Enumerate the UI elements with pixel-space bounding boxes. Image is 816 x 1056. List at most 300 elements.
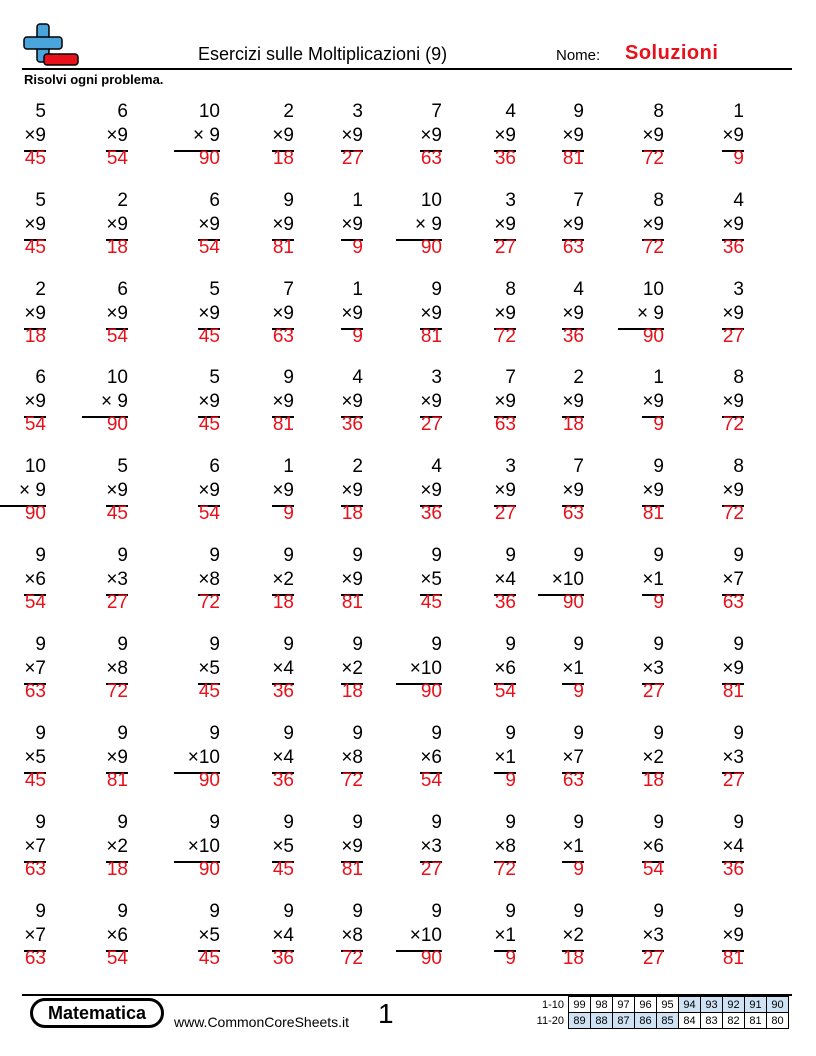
problem-answer: 63 xyxy=(562,237,584,258)
problem-answer: 54 xyxy=(106,948,128,969)
problem xyxy=(68,278,128,362)
problem-multiplicand: 9 xyxy=(505,634,516,655)
problem xyxy=(0,900,46,984)
problem-multiplicand: 3 xyxy=(352,101,363,122)
problem-multiplier: ×6 xyxy=(24,569,46,590)
problem xyxy=(160,722,220,806)
problem-multiplier: ×4 xyxy=(272,658,294,679)
problem-multiplier: × 9 xyxy=(193,125,220,146)
problem-multiplier: ×9 xyxy=(106,125,128,146)
problem xyxy=(234,100,294,184)
problem-multiplier: ×9 xyxy=(341,303,363,324)
problem-multiplier: ×9 xyxy=(24,391,46,412)
problem-multiplicand: 10 xyxy=(420,190,442,211)
problem-multiplicand: 9 xyxy=(35,812,46,833)
problem xyxy=(303,900,363,984)
problem-multiplier: ×9 xyxy=(562,303,584,324)
problem xyxy=(524,455,584,539)
problem-answer: 72 xyxy=(642,237,664,258)
problem-answer: 72 xyxy=(106,681,128,702)
problem-answer: 72 xyxy=(494,326,516,347)
problem-multiplier: ×2 xyxy=(562,925,584,946)
problem-answer: 90 xyxy=(420,948,442,969)
problem-multiplicand: 9 xyxy=(733,723,744,744)
problem-multiplicand: 9 xyxy=(733,812,744,833)
problem-multiplier: ×8 xyxy=(106,658,128,679)
problem-answer: 90 xyxy=(562,592,584,613)
problem-multiplicand: 9 xyxy=(209,812,220,833)
problem-multiplicand: 5 xyxy=(209,279,220,300)
problem-answer: 90 xyxy=(24,503,46,524)
problem-answer: 90 xyxy=(198,148,220,169)
problem-answer: 9 xyxy=(653,414,664,435)
problem-multiplier: ×9 xyxy=(198,303,220,324)
problem-answer: 54 xyxy=(24,414,46,435)
problem-answer: 72 xyxy=(722,503,744,524)
problem-multiplicand: 6 xyxy=(117,101,128,122)
problem xyxy=(234,278,294,362)
problem-multiplier: ×9 xyxy=(24,125,46,146)
problem xyxy=(68,366,128,450)
problem-multiplier: ×9 xyxy=(420,125,442,146)
problem-answer: 9 xyxy=(283,503,294,524)
problem xyxy=(382,544,442,628)
problem xyxy=(456,544,516,628)
problem xyxy=(524,900,584,984)
problem xyxy=(604,633,664,717)
problem-multiplicand: 2 xyxy=(573,367,584,388)
problem-answer: 90 xyxy=(642,326,664,347)
problem xyxy=(68,900,128,984)
problem-multiplicand: 9 xyxy=(573,634,584,655)
score-row-label: 11-20 xyxy=(536,1014,564,1027)
problem-multiplier: ×7 xyxy=(562,747,584,768)
problem-multiplier: ×9 xyxy=(272,125,294,146)
problem-multiplicand: 10 xyxy=(24,456,46,477)
problem-answer: 81 xyxy=(341,592,363,613)
problem-multiplier: ×9 xyxy=(722,125,744,146)
problem xyxy=(0,278,46,362)
problem-multiplicand: 9 xyxy=(653,723,664,744)
problem-multiplier: ×9 xyxy=(272,391,294,412)
problem-multiplier: ×4 xyxy=(494,569,516,590)
problem-multiplicand: 8 xyxy=(653,101,664,122)
problem-multiplicand: 9 xyxy=(573,812,584,833)
problem-multiplier: ×8 xyxy=(341,925,363,946)
problem xyxy=(456,366,516,450)
problem-answer: 81 xyxy=(106,770,128,791)
problem-multiplier: ×5 xyxy=(198,658,220,679)
score-cell: 98 xyxy=(591,997,613,1013)
problem-multiplicand: 9 xyxy=(209,545,220,566)
problem-multiplier: ×10 xyxy=(551,569,584,590)
problem-multiplicand: 9 xyxy=(505,812,516,833)
problem xyxy=(68,455,128,539)
problem-answer: 45 xyxy=(24,237,46,258)
problem-multiplicand: 8 xyxy=(733,456,744,477)
problem-multiplicand: 5 xyxy=(209,367,220,388)
problem-multiplicand: 3 xyxy=(505,456,516,477)
problem-multiplicand: 9 xyxy=(35,723,46,744)
problem-multiplier: ×9 xyxy=(341,569,363,590)
problem-multiplier: ×3 xyxy=(722,747,744,768)
problem-multiplier: ×7 xyxy=(722,569,744,590)
problem-answer: 36 xyxy=(722,237,744,258)
problem xyxy=(303,455,363,539)
problem-multiplicand: 9 xyxy=(283,367,294,388)
problem-multiplicand: 9 xyxy=(35,545,46,566)
problem xyxy=(68,100,128,184)
problem-multiplicand: 7 xyxy=(505,367,516,388)
problem xyxy=(303,100,363,184)
problem-answer: 54 xyxy=(106,326,128,347)
problem-multiplier: ×9 xyxy=(562,214,584,235)
problem-multiplier: ×10 xyxy=(409,658,442,679)
problem-answer: 9 xyxy=(733,148,744,169)
problem xyxy=(684,189,744,273)
problem xyxy=(160,633,220,717)
problem-multiplicand: 9 xyxy=(117,901,128,922)
score-cell: 89 xyxy=(569,1013,591,1029)
score-cell: 91 xyxy=(745,997,767,1013)
problem-multiplicand: 9 xyxy=(505,901,516,922)
score-cell: 96 xyxy=(635,997,657,1013)
problem-multiplier: ×9 xyxy=(106,214,128,235)
problem-grid xyxy=(0,100,816,990)
problem xyxy=(0,544,46,628)
problem xyxy=(303,278,363,362)
problem-multiplicand: 9 xyxy=(431,901,442,922)
problem-multiplicand: 6 xyxy=(209,456,220,477)
problem-multiplicand: 2 xyxy=(283,101,294,122)
problem xyxy=(684,278,744,362)
problem-multiplier: ×9 xyxy=(420,303,442,324)
problem-answer: 81 xyxy=(722,681,744,702)
problem-multiplicand: 7 xyxy=(431,101,442,122)
problem-answer: 63 xyxy=(494,414,516,435)
problem xyxy=(456,455,516,539)
score-cell: 85 xyxy=(657,1013,679,1029)
problem xyxy=(456,900,516,984)
problem-multiplier: ×7 xyxy=(24,836,46,857)
problem-multiplier: ×7 xyxy=(24,658,46,679)
problem-multiplicand: 1 xyxy=(653,367,664,388)
problem xyxy=(382,278,442,362)
problem-multiplicand: 9 xyxy=(653,812,664,833)
problem-multiplier: ×9 xyxy=(420,391,442,412)
problem-answer: 36 xyxy=(272,948,294,969)
problem xyxy=(684,633,744,717)
problem xyxy=(0,366,46,450)
problem-multiplier: ×9 xyxy=(642,480,664,501)
problem-multiplier: ×9 xyxy=(494,303,516,324)
problem-multiplier: ×5 xyxy=(198,925,220,946)
brand-logo: Matematica xyxy=(30,998,164,1028)
problem-multiplier: ×9 xyxy=(341,836,363,857)
problem-multiplier: ×9 xyxy=(562,125,584,146)
problem xyxy=(0,722,46,806)
score-cell: 93 xyxy=(701,997,723,1013)
score-cell: 81 xyxy=(745,1013,767,1029)
problem-multiplicand: 1 xyxy=(283,456,294,477)
problem-multiplier: ×9 xyxy=(722,480,744,501)
problem-answer: 54 xyxy=(24,592,46,613)
problem xyxy=(604,100,664,184)
problem-multiplier: ×10 xyxy=(187,836,220,857)
problem-multiplier: ×9 xyxy=(341,480,363,501)
problem-multiplicand: 9 xyxy=(733,634,744,655)
problem-answer: 18 xyxy=(106,859,128,880)
problem-answer: 9 xyxy=(573,681,584,702)
problem-answer: 90 xyxy=(106,414,128,435)
problem-answer: 81 xyxy=(272,414,294,435)
problem xyxy=(382,100,442,184)
problem-multiplier: ×9 xyxy=(494,125,516,146)
score-row-label: 1-10 xyxy=(541,998,564,1011)
problem-multiplier: ×9 xyxy=(722,391,744,412)
problem-answer: 36 xyxy=(722,859,744,880)
problem-multiplier: × 9 xyxy=(637,303,664,324)
problem-multiplier: ×9 xyxy=(642,391,664,412)
problem-multiplier: ×10 xyxy=(187,747,220,768)
problem-answer: 90 xyxy=(420,681,442,702)
problem-answer: 54 xyxy=(198,237,220,258)
problem-multiplicand: 1 xyxy=(352,279,363,300)
problem xyxy=(604,366,664,450)
problem-answer: 27 xyxy=(722,326,744,347)
problem xyxy=(524,189,584,273)
problem xyxy=(524,811,584,895)
problem xyxy=(160,811,220,895)
problem-multiplicand: 6 xyxy=(209,190,220,211)
problem xyxy=(456,100,516,184)
plus-minus-icon xyxy=(22,22,80,68)
problem-multiplicand: 9 xyxy=(573,723,584,744)
problem-multiplicand: 9 xyxy=(431,723,442,744)
site-url: www.CommonCoreSheets.it xyxy=(174,1014,350,1030)
problem-answer: 63 xyxy=(272,326,294,347)
problem-multiplicand: 9 xyxy=(431,279,442,300)
problem-multiplier: ×3 xyxy=(106,569,128,590)
problem-multiplicand: 8 xyxy=(653,190,664,211)
problem-answer: 27 xyxy=(420,859,442,880)
page-title: Esercizi sulle Moltiplicazioni (9) xyxy=(198,44,448,64)
problem xyxy=(303,544,363,628)
problem-answer: 18 xyxy=(562,948,584,969)
problem-multiplicand: 9 xyxy=(209,634,220,655)
problem-answer: 45 xyxy=(198,326,220,347)
problem-answer: 90 xyxy=(198,859,220,880)
problem-answer: 18 xyxy=(341,681,363,702)
problem-answer: 18 xyxy=(272,592,294,613)
problem-answer: 27 xyxy=(494,503,516,524)
problem xyxy=(160,189,220,273)
problem-answer: 72 xyxy=(494,859,516,880)
problem-multiplier: ×1 xyxy=(562,836,584,857)
problem-multiplier: ×3 xyxy=(642,658,664,679)
problem-answer: 45 xyxy=(24,148,46,169)
problem xyxy=(684,366,744,450)
problem xyxy=(382,189,442,273)
problem-multiplicand: 9 xyxy=(505,545,516,566)
problem-multiplicand: 10 xyxy=(106,367,128,388)
problem-multiplicand: 2 xyxy=(352,456,363,477)
problem-answer: 81 xyxy=(642,503,664,524)
problem-multiplier: ×9 xyxy=(341,391,363,412)
problem-answer: 54 xyxy=(642,859,664,880)
score-cell: 92 xyxy=(723,997,745,1013)
problem-multiplier: ×6 xyxy=(494,658,516,679)
problem xyxy=(68,189,128,273)
problem xyxy=(382,455,442,539)
problem-answer: 18 xyxy=(341,503,363,524)
problem xyxy=(524,100,584,184)
problem xyxy=(0,633,46,717)
problem-multiplier: ×9 xyxy=(494,391,516,412)
name-value: Soluzioni xyxy=(625,42,719,64)
problem-answer: 27 xyxy=(494,237,516,258)
problem-multiplicand: 9 xyxy=(35,901,46,922)
problem-multiplier: ×9 xyxy=(562,480,584,501)
problem-answer: 63 xyxy=(722,592,744,613)
score-cell: 80 xyxy=(767,1013,789,1029)
problem-answer: 81 xyxy=(272,237,294,258)
problem-multiplier: ×2 xyxy=(272,569,294,590)
problem xyxy=(456,633,516,717)
problem-multiplicand: 6 xyxy=(117,279,128,300)
problem-answer: 63 xyxy=(24,681,46,702)
problem-multiplier: ×2 xyxy=(642,747,664,768)
problem-answer: 72 xyxy=(722,414,744,435)
problem xyxy=(234,189,294,273)
problem-multiplier: ×8 xyxy=(198,569,220,590)
problem-multiplicand: 9 xyxy=(352,901,363,922)
problem-answer: 63 xyxy=(24,859,46,880)
problem-multiplier: ×9 xyxy=(722,658,744,679)
problem xyxy=(234,633,294,717)
problem xyxy=(684,100,744,184)
problem-answer: 9 xyxy=(505,948,516,969)
problem-multiplier: ×6 xyxy=(642,836,664,857)
problem-multiplicand: 9 xyxy=(283,812,294,833)
problem-multiplicand: 4 xyxy=(352,367,363,388)
problem-answer: 18 xyxy=(24,326,46,347)
problem xyxy=(303,633,363,717)
problem xyxy=(604,544,664,628)
score-cell: 83 xyxy=(701,1013,723,1029)
problem xyxy=(382,366,442,450)
problem-answer: 45 xyxy=(198,681,220,702)
problem xyxy=(382,900,442,984)
problem-multiplier: ×5 xyxy=(272,836,294,857)
problem-multiplier: ×9 xyxy=(272,303,294,324)
problem-multiplicand: 8 xyxy=(733,367,744,388)
problem-multiplier: ×9 xyxy=(562,391,584,412)
problem-multiplier: ×8 xyxy=(494,836,516,857)
name-label: Nome: xyxy=(556,47,601,64)
problem-answer: 36 xyxy=(494,592,516,613)
problem-answer: 45 xyxy=(272,859,294,880)
problem-answer: 18 xyxy=(562,414,584,435)
problem-multiplicand: 5 xyxy=(35,190,46,211)
problem-answer: 81 xyxy=(562,148,584,169)
score-cell: 82 xyxy=(723,1013,745,1029)
problem-multiplicand: 10 xyxy=(198,101,220,122)
problem xyxy=(604,722,664,806)
problem xyxy=(382,633,442,717)
problem xyxy=(68,633,128,717)
problem xyxy=(160,455,220,539)
score-cell: 88 xyxy=(591,1013,613,1029)
problem-answer: 72 xyxy=(642,148,664,169)
problem-multiplier: ×9 xyxy=(24,214,46,235)
problem xyxy=(0,189,46,273)
problem-answer: 45 xyxy=(420,592,442,613)
score-cell: 86 xyxy=(635,1013,657,1029)
problem xyxy=(160,366,220,450)
problem xyxy=(160,100,220,184)
problem-multiplicand: 9 xyxy=(653,456,664,477)
problem-multiplier: ×9 xyxy=(722,925,744,946)
problem-answer: 72 xyxy=(198,592,220,613)
problem-multiplicand: 9 xyxy=(431,634,442,655)
problem-multiplicand: 9 xyxy=(283,723,294,744)
problem-multiplicand: 9 xyxy=(573,545,584,566)
problem xyxy=(524,722,584,806)
problem-answer: 45 xyxy=(24,770,46,791)
problem-answer: 9 xyxy=(573,859,584,880)
problem xyxy=(0,811,46,895)
score-cell: 99 xyxy=(569,997,591,1013)
problem-multiplicand: 9 xyxy=(117,545,128,566)
problem-multiplicand: 9 xyxy=(352,723,363,744)
problem xyxy=(234,366,294,450)
problem-multiplicand: 9 xyxy=(573,101,584,122)
problem-answer: 45 xyxy=(106,503,128,524)
problem xyxy=(456,189,516,273)
problem-multiplier: ×7 xyxy=(24,925,46,946)
problem-answer: 27 xyxy=(642,681,664,702)
problem-answer: 18 xyxy=(272,148,294,169)
problem-multiplier: ×6 xyxy=(106,925,128,946)
problem-multiplier: ×2 xyxy=(106,836,128,857)
problem xyxy=(303,366,363,450)
problem-multiplicand: 2 xyxy=(117,190,128,211)
problem-multiplier: ×2 xyxy=(341,658,363,679)
instructions: Risolvi ogni problema. xyxy=(24,72,164,87)
problem-multiplier: ×9 xyxy=(272,480,294,501)
problem xyxy=(524,544,584,628)
problem xyxy=(382,811,442,895)
problem-multiplier: ×3 xyxy=(642,925,664,946)
problem-multiplier: ×9 xyxy=(341,125,363,146)
problem-multiplicand: 9 xyxy=(209,723,220,744)
problem xyxy=(684,811,744,895)
problem xyxy=(604,455,664,539)
problem-answer: 36 xyxy=(272,681,294,702)
problem-multiplier: ×9 xyxy=(642,125,664,146)
problem-multiplicand: 1 xyxy=(733,101,744,122)
problem xyxy=(234,900,294,984)
problem-answer: 18 xyxy=(106,237,128,258)
problem-multiplier: ×9 xyxy=(722,303,744,324)
problem-multiplier: × 9 xyxy=(19,480,46,501)
score-cell: 90 xyxy=(767,997,789,1013)
problem-multiplicand: 9 xyxy=(35,634,46,655)
score-table xyxy=(524,996,789,1029)
problem xyxy=(604,811,664,895)
problem xyxy=(68,544,128,628)
